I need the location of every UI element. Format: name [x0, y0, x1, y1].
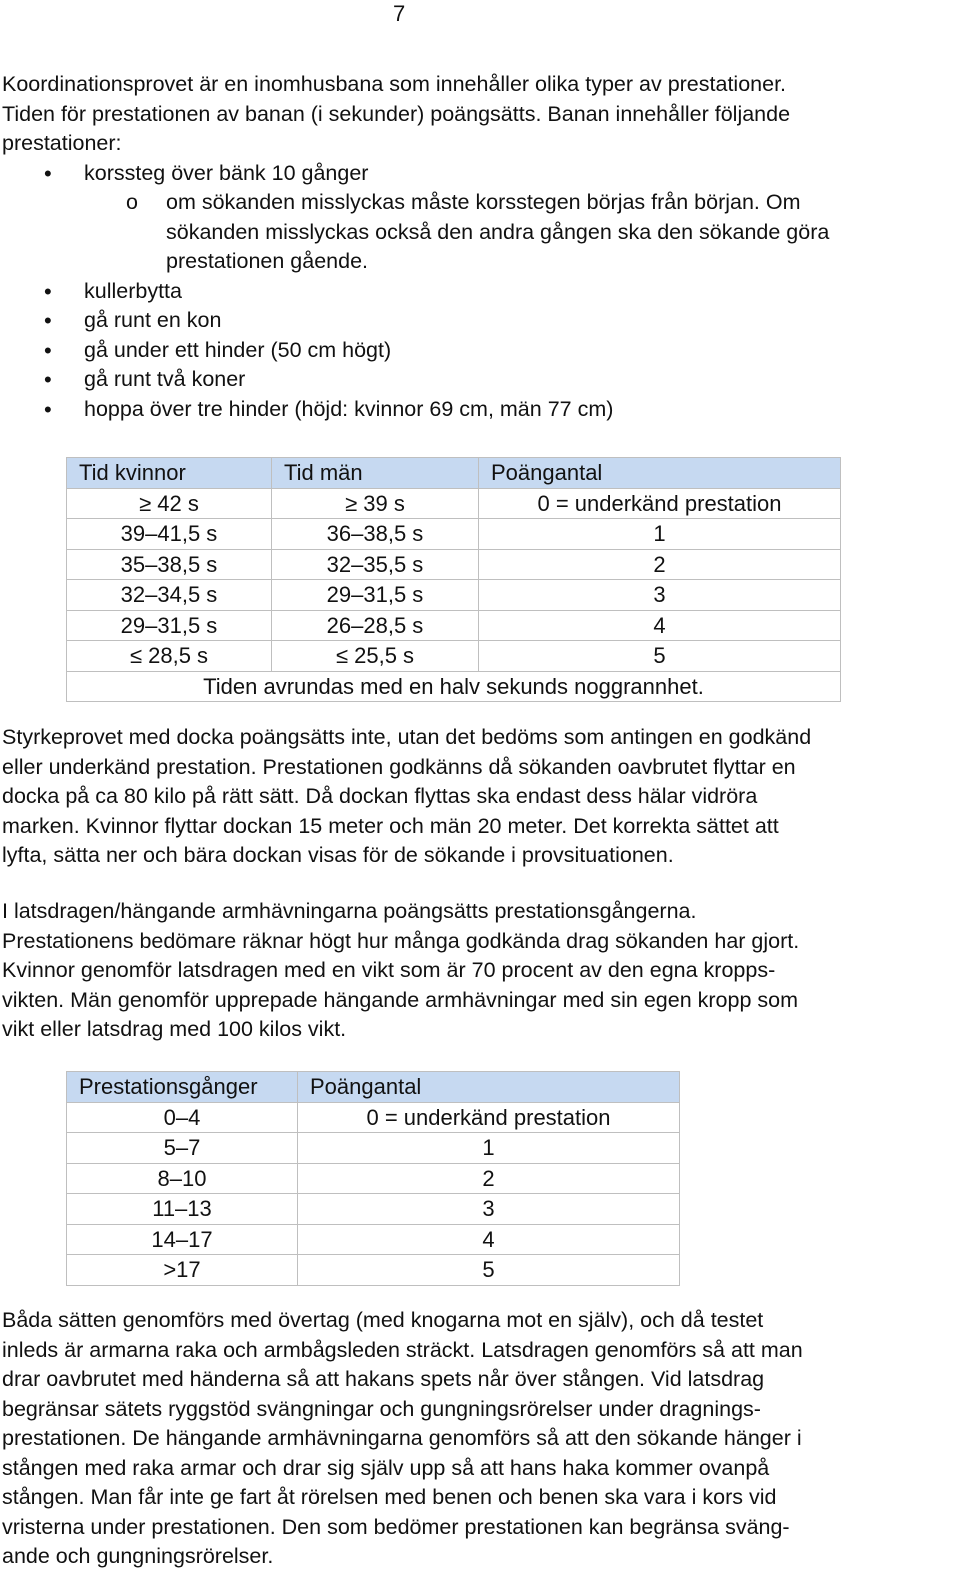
table-cell: 2 — [298, 1163, 680, 1194]
list-item: • hoppa över tre hinder (höjd: kvinnor 69 cm, män 77 cm) — [2, 395, 954, 425]
paragraph-line: vikt eller latsdrag med 100 kilos vikt. — [2, 1017, 347, 1041]
paragraph-line: docka på ca 80 kilo på rätt sätt. Då dockan flyttas ska endast dess hälar vidröra — [2, 784, 758, 808]
paragraph-line: Båda sätten genomförs med övertag (med knogarna mot en själv), och då testet — [2, 1308, 764, 1332]
table-cell: 4 — [298, 1224, 680, 1255]
sub-list-item — [2, 188, 954, 277]
table-cell: 11–13 — [67, 1194, 298, 1225]
intro-line: Koordinationsprovet är en inomhusbana som innehåller olika typer av prestationer. — [2, 72, 787, 96]
paragraph-line: stången med raka armar och drar sig själv upp så att hans haka kommer ovanpå — [2, 1455, 770, 1480]
table-cell: 32–34,5 s — [67, 580, 272, 611]
paragraph-line: Kvinnor genomför latsdragen med en vikt som är 70 procent av den egna kropps- — [2, 958, 776, 982]
paragraph-line: Styrkeprovet med docka poängsätts inte, utan det bedöms som antingen en godkänd — [2, 725, 812, 749]
column-header: Poängantal — [298, 1072, 680, 1103]
repetition-score-table — [66, 1071, 680, 1286]
table-cell: >17 — [67, 1255, 298, 1286]
list-item: • gå runt en kon — [2, 306, 954, 336]
table-row — [67, 1102, 680, 1133]
table-row — [67, 610, 841, 641]
strength-paragraph — [2, 723, 954, 871]
table-cell: 14–17 — [67, 1224, 298, 1255]
table-cell: 5 — [298, 1255, 680, 1286]
column-header: Tid män — [272, 458, 479, 489]
paragraph-line: Prestationens bedömare räknar högt hur många godkända drag sökanden har gjort. — [2, 928, 800, 953]
table-cell: ≤ 28,5 s — [67, 641, 272, 672]
table-cell: 1 — [479, 519, 841, 550]
table-row — [67, 1133, 680, 1164]
paragraph-line: vristerna under prestationen. Den som bedömer prestationen kan begränsa sväng- — [2, 1514, 790, 1539]
time-score-table — [66, 457, 841, 702]
column-header: Prestationsgånger — [67, 1072, 298, 1103]
sub-item-line: o om sökanden misslyckas måste korsstegen börjas från början. Om — [166, 190, 801, 214]
table-cell: ≥ 39 s — [272, 488, 479, 519]
table-row — [67, 1163, 680, 1194]
paragraph-line: inleds är armarna raka och armbågsleden sträckt. Latsdragen genomförs så att man — [2, 1337, 803, 1362]
paragraph-line: drar oavbrutet med händerna så att hakans spets når över stången. Vid latsdrag — [2, 1367, 765, 1391]
paragraph-line: prestationen. De hängande armhävningarna genomförs så att den sökande hänger i — [2, 1426, 802, 1450]
list-item: • gå runt två koner — [2, 365, 954, 395]
table-cell: 4 — [479, 610, 841, 641]
table-header-row — [67, 1072, 680, 1103]
table-cell: 5–7 — [67, 1133, 298, 1164]
table-row — [67, 488, 841, 519]
column-header: Tid kvinnor — [67, 458, 272, 489]
technique-paragraph — [2, 1306, 954, 1572]
list-item: • gå under ett hinder (50 cm högt) — [2, 336, 954, 366]
table-row — [67, 519, 841, 550]
sub-item-line: sökanden misslyckas också den andra gången ska den sökande göra — [166, 219, 830, 244]
table-row — [67, 1194, 680, 1225]
table-note-row — [67, 671, 841, 702]
table-row — [67, 549, 841, 580]
table-row — [67, 1255, 680, 1286]
list-item: • kullerbytta — [2, 277, 954, 307]
paragraph-line: begränsar sätets ryggstöd svängningar och gungningsrörelser under dragnings- — [2, 1396, 761, 1421]
table-cell: 29–31,5 s — [272, 580, 479, 611]
pullup-paragraph — [2, 897, 954, 1045]
intro-line: prestationer: — [2, 131, 122, 155]
table-cell: 36–38,5 s — [272, 519, 479, 550]
column-header: Poängantal — [479, 458, 841, 489]
paragraph-line: I latsdragen/hängande armhävningarna poängsätts prestationsgångerna. — [2, 899, 697, 923]
intro-section — [2, 70, 954, 424]
page-number: 7 — [393, 1, 406, 26]
paragraph-line: lyfta, sätta ner och bära dockan visas för de sökande i provsituationen. — [2, 843, 674, 867]
course-list — [2, 159, 954, 425]
paragraph-line: ande och gungningsrörelser. — [2, 1544, 274, 1568]
table-cell: 8–10 — [67, 1163, 298, 1194]
table-cell: 0 = underkänd prestation — [479, 488, 841, 519]
sub-item-line: prestationen gående. — [166, 249, 369, 273]
table-cell: 5 — [479, 641, 841, 672]
table-cell: 0 = underkänd prestation — [298, 1102, 680, 1133]
table-cell: 0–4 — [67, 1102, 298, 1133]
paragraph-line: eller underkänd prestation. Prestationen godkänns då sökanden oavbrutet flyttar en — [2, 754, 796, 779]
paragraph-line: vikten. Män genomför upprepade hängande armhävningar med sin egen kropp som — [2, 987, 798, 1012]
table-cell: 35–38,5 s — [67, 549, 272, 580]
table-note: Tiden avrundas med en halv sekunds noggrannhet. — [67, 671, 841, 702]
intro-line: Tiden för prestationen av banan (i sekunder) poängsätts. Banan innehåller följande — [2, 101, 791, 126]
table-cell: 3 — [479, 580, 841, 611]
table-cell: 32–35,5 s — [272, 549, 479, 580]
table-cell: 39–41,5 s — [67, 519, 272, 550]
table-cell: ≤ 25,5 s — [272, 641, 479, 672]
list-item: • korssteg över bänk 10 gånger — [2, 159, 954, 189]
table-cell: 2 — [479, 549, 841, 580]
table-row — [67, 1224, 680, 1255]
table-header-row — [67, 458, 841, 489]
table-cell: 3 — [298, 1194, 680, 1225]
table-cell: 26–28,5 s — [272, 610, 479, 641]
table-cell: 29–31,5 s — [67, 610, 272, 641]
table-cell: ≥ 42 s — [67, 488, 272, 519]
table-row — [67, 641, 841, 672]
paragraph-line: stången. Man får inte ge fart åt rörelsen med benen och benen ska vara i kors vid — [2, 1485, 777, 1509]
table-cell: 1 — [298, 1133, 680, 1164]
table-row — [67, 580, 841, 611]
paragraph-line: marken. Kvinnor flyttar dockan 15 meter och män 20 meter. Det korrekta sättet att — [2, 813, 779, 838]
